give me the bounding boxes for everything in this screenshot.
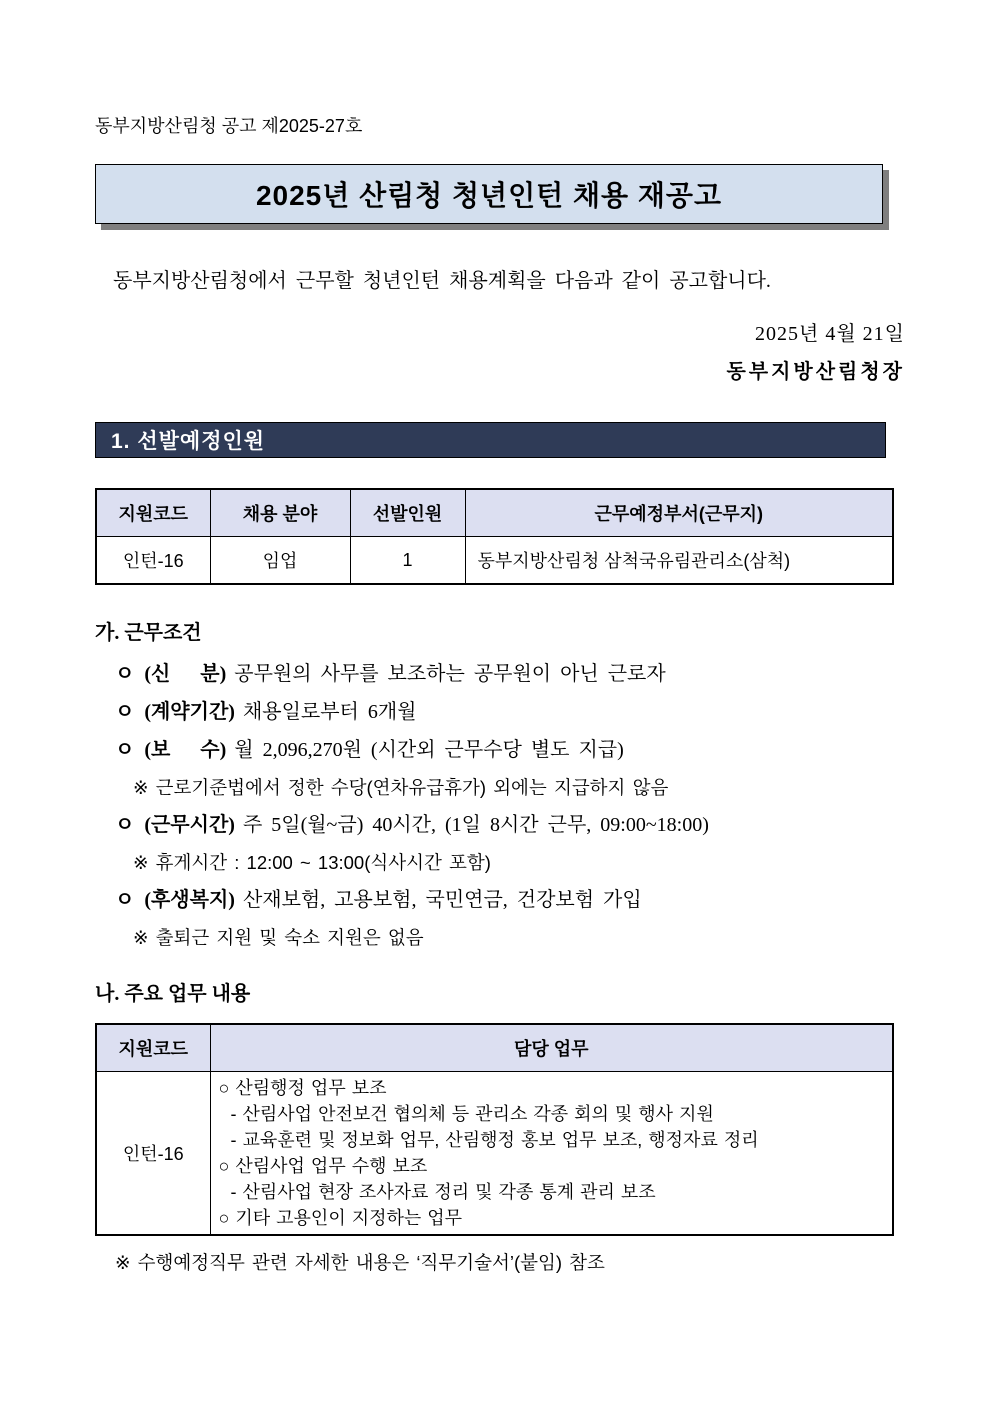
- condition-item-welfare: [95, 888, 905, 912]
- duty-line: ○ 산림사업 업무 수행 보조: [218, 1156, 428, 1176]
- announcement-date: 2025년 4월 21일: [755, 323, 905, 345]
- section1-header-bar: [95, 422, 886, 458]
- condition-text: 산재보험, 고용보험, 국민연금, 건강보험 가입: [242, 889, 642, 911]
- duty-line: ○ 산림행정 업무 보조: [218, 1078, 387, 1098]
- work-conditions-list: [95, 662, 905, 949]
- condition-text: 월 2,096,270원 (시간외 근무수당 별도 지급): [234, 739, 624, 761]
- condition-text: 주 5일(월~금) 40시간, (1일 8시간 근무, 09:00~18:00): [242, 814, 709, 836]
- condition-bullet: ㅇ: [115, 663, 135, 685]
- cell-field: 임업: [210, 537, 350, 585]
- work-conditions-heading: 가. 근무조건: [95, 622, 202, 644]
- column-header-code: 지원코드: [96, 1024, 210, 1072]
- condition-bullet: ㅇ: [115, 889, 135, 911]
- condition-item-hours: [95, 813, 905, 837]
- selection-table-row: [96, 537, 893, 585]
- condition-text: 채용일로부터 6개월: [242, 701, 417, 723]
- selection-table-header-row: [96, 489, 893, 537]
- column-header-location: 근무예정부서(근무지): [465, 489, 893, 537]
- document-title-box: [95, 164, 883, 224]
- condition-label: (근무시간): [144, 814, 235, 836]
- signer-name: 동부지방산림청장: [726, 361, 905, 383]
- condition-bullet: ㅇ: [115, 814, 135, 836]
- cell-code: 인턴-16: [96, 537, 210, 585]
- column-header-duty: 담당 업무: [210, 1024, 893, 1072]
- section1-heading: 1. 선발예정인원: [111, 430, 266, 453]
- condition-label: (계약기간): [144, 701, 235, 723]
- condition-note-welfare: ※ 출퇴근 지원 및 숙소 지원은 없음: [133, 927, 424, 948]
- condition-bullet: ㅇ: [115, 739, 135, 761]
- notice-number: 동부지방산림청 공고 제2025-27호: [95, 116, 363, 136]
- cell-duties: [210, 1072, 893, 1236]
- condition-text: 공무원의 사무를 보조하는 공무원이 아닌 근로자: [234, 663, 666, 685]
- duty-line: ○ 기타 고용인이 지정하는 업무: [218, 1208, 463, 1228]
- condition-note-pay: ※ 근로기준법에서 정한 수당(연차유급휴가) 외에는 지급하지 않음: [133, 777, 669, 798]
- cell-count: 1: [350, 537, 465, 585]
- cell-location: 동부지방산림청 삼척국유림관리소(삼척): [465, 537, 893, 585]
- document-title: 2025년 산림청 청년인턴 채용 재공고: [255, 180, 723, 211]
- condition-item-contract: [95, 700, 905, 724]
- duty-line: - 교육훈련 및 정보화 업무, 산림행정 홍보 업무 보조, 행정자료 정리: [218, 1130, 759, 1150]
- column-header-count: 선발인원: [350, 489, 465, 537]
- cell-code: 인턴-16: [96, 1072, 210, 1236]
- condition-label: (후생복지): [144, 889, 235, 911]
- condition-label: (보 수): [144, 739, 227, 761]
- duty-footnote: ※ 수행예정직무 관련 자세한 내용은 ‘직무기술서’(붙임) 참조: [115, 1252, 605, 1273]
- duty-table: [95, 1023, 894, 1236]
- duty-table-row: [96, 1072, 893, 1236]
- column-header-code: 지원코드: [96, 489, 210, 537]
- duty-line: - 산림사업 현장 조사자료 정리 및 각종 통계 관리 보조: [218, 1182, 656, 1202]
- column-header-field: 채용 분야: [210, 489, 350, 537]
- duty-line: - 산림사업 안전보건 협의체 등 관리소 각종 회의 및 행사 지원: [218, 1104, 714, 1124]
- condition-label: (신 분): [144, 663, 227, 685]
- condition-item-status: [95, 662, 905, 686]
- selection-table: [95, 488, 894, 585]
- condition-item-pay: [95, 738, 905, 762]
- intro-paragraph: 동부지방산림청에서 근무할 청년인턴 채용계획을 다음과 같이 공고합니다.: [113, 270, 771, 292]
- condition-bullet: ㅇ: [115, 701, 135, 723]
- duty-table-header-row: [96, 1024, 893, 1072]
- main-duties-heading: 나. 주요 업무 내용: [95, 983, 251, 1005]
- condition-note-hours: ※ 휴게시간 : 12:00 ~ 13:00(식사시간 포함): [133, 852, 491, 873]
